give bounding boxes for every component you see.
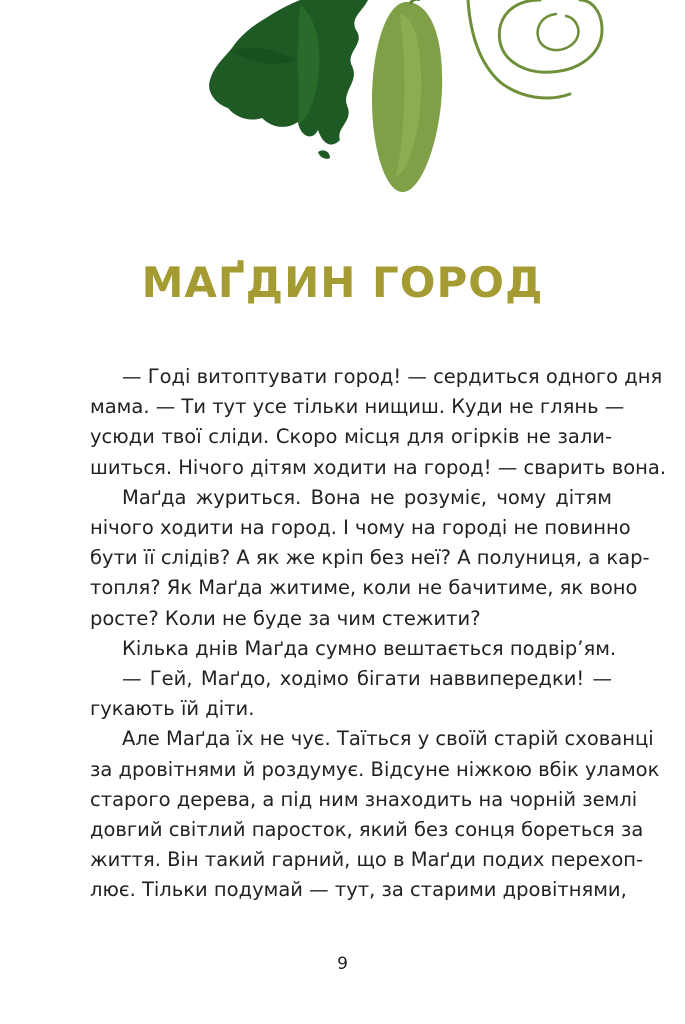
text-line: — Гей, Маґдо, ходімо бігати наввипередки! — (122, 667, 612, 691)
text-line: Кілька днів Маґда сумно вештається подвір’ям. (122, 636, 617, 660)
text-line: гукають їй діти. (90, 697, 255, 721)
text-line: шиться. Нічого дітям ходити на город! — сварить вона. (90, 455, 667, 479)
text-line: за дровітнями й роздумує. Відсуне ніжкою вбік уламок (90, 757, 660, 781)
chapter-body (90, 362, 667, 906)
text-line: бути її слідів? А як же кріп без неї? А полуниця, а кар- (90, 546, 650, 570)
text-line: усюди твої сліди. Скоро місця для огірків не зали- (90, 425, 612, 449)
text-line: довгий світлий паросток, який без сонця бореться за (90, 818, 644, 842)
text-line: мама. — Ти тут усе тільки нищиш. Куди не глянь — (90, 395, 625, 419)
text-line: старого дерева, а під ним знаходить на чорній землі (90, 787, 638, 811)
leaf-icon (209, 0, 368, 145)
text-line: Але Маґда їх не чує. Таїться у своїй старій схованці (122, 727, 654, 751)
page-number: 9 (337, 954, 348, 974)
chapter-title: МАҐДИН ГОРОД (141, 258, 544, 307)
text-line: — Годі витоптувати город! — сердиться одного дня (122, 365, 663, 388)
text-line: Маґда журиться. Вона не розуміє, чому дітям (122, 485, 612, 509)
text-line: життя. Він такий гарний, що в Маґди подих перехоп- (90, 848, 644, 872)
text-line: топля? Як Маґда житиме, коли не бачитиме, як воно (90, 576, 638, 600)
cucumber-vine-illustration (0, 0, 685, 200)
text-line: нічого ходити на город. І чому на городі не повинно (90, 516, 631, 540)
text-line: росте? Коли не буде за чим стежити? (90, 606, 481, 630)
text-line: лює. Тільки подумай — тут, за старими дровітнями, (90, 878, 627, 902)
